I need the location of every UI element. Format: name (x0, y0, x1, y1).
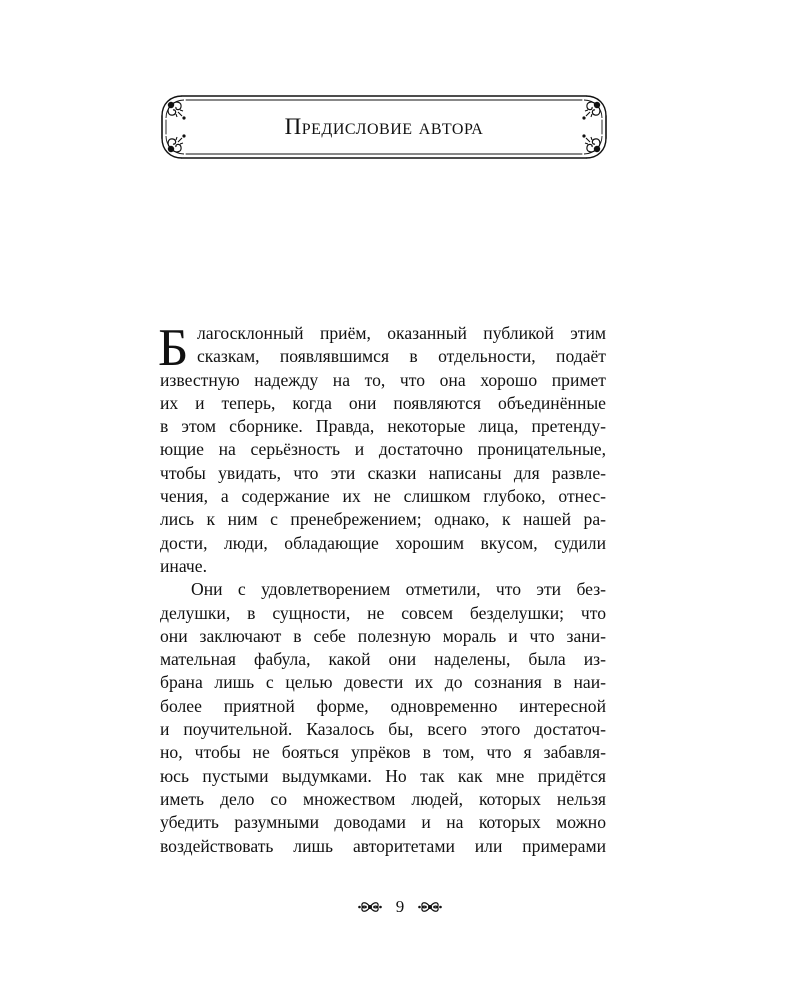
page-number: 9 (395, 897, 405, 916)
text-line: и поучительной. Казалось бы, всего этого достаточ- (160, 719, 606, 740)
body-text (158, 319, 606, 858)
text-line: известную надежду на то, что она хорошо примет (160, 369, 606, 390)
text-line: их и теперь, когда они появляются объединённые (160, 392, 606, 413)
text-line: брана лишь с целью довести их до сознания в наи- (160, 672, 606, 693)
text-line: воздействовать лишь авторитетами или примерами (160, 835, 606, 856)
text-line: чтобы увидать, что эти сказки написаны для развле- (160, 462, 606, 483)
text-line: юсь пустыми выдумками. Но так как мне придётся (160, 765, 606, 786)
text-line: делушки, в сущности, не совсем безделушки; что (160, 602, 606, 623)
text-line: иначе. (160, 555, 207, 576)
text-line: чения, а содержание их не слишком глубоко, отнес- (160, 486, 606, 507)
text-line: ющие на серьёзность и достаточно проницательные, (160, 439, 606, 460)
fleuron-left-icon (358, 898, 382, 916)
text-line: в этом сборнике. Правда, некоторые лица, претенду- (160, 416, 606, 437)
text-line: мательная фабула, какой они наделены, была из- (160, 649, 606, 670)
text-line: более приятной форме, одновременно интересной (160, 695, 606, 716)
title-frame (160, 94, 608, 160)
text-line: дости, люди, обладающие хорошим вкусом, судили (160, 532, 606, 553)
text-line: Они с удовлетворением отметили, что эти без- (191, 579, 606, 600)
page-footer (0, 894, 800, 920)
text-line: сказкам, появлявшимся в отдельности, подаёт (197, 346, 606, 367)
fleuron-right-icon (418, 898, 442, 916)
text-line: убедить разумными доводами и на которых можно (160, 812, 606, 833)
text-line: иметь дело со множеством людей, которых нельзя (160, 788, 606, 809)
page-title: Предисловие автора (284, 114, 484, 139)
text-line: но, чтобы не бояться упрёков в том, что я забавля- (160, 742, 606, 763)
text-line: они заключают в себе полезную мораль и что зани- (160, 625, 606, 646)
text-line: лись к ним с пренебрежением; однако, к нашей ра- (160, 509, 606, 530)
drop-cap: Б (158, 319, 189, 377)
text-line: лагосклонный приём, оказанный публикой этим (197, 323, 606, 343)
